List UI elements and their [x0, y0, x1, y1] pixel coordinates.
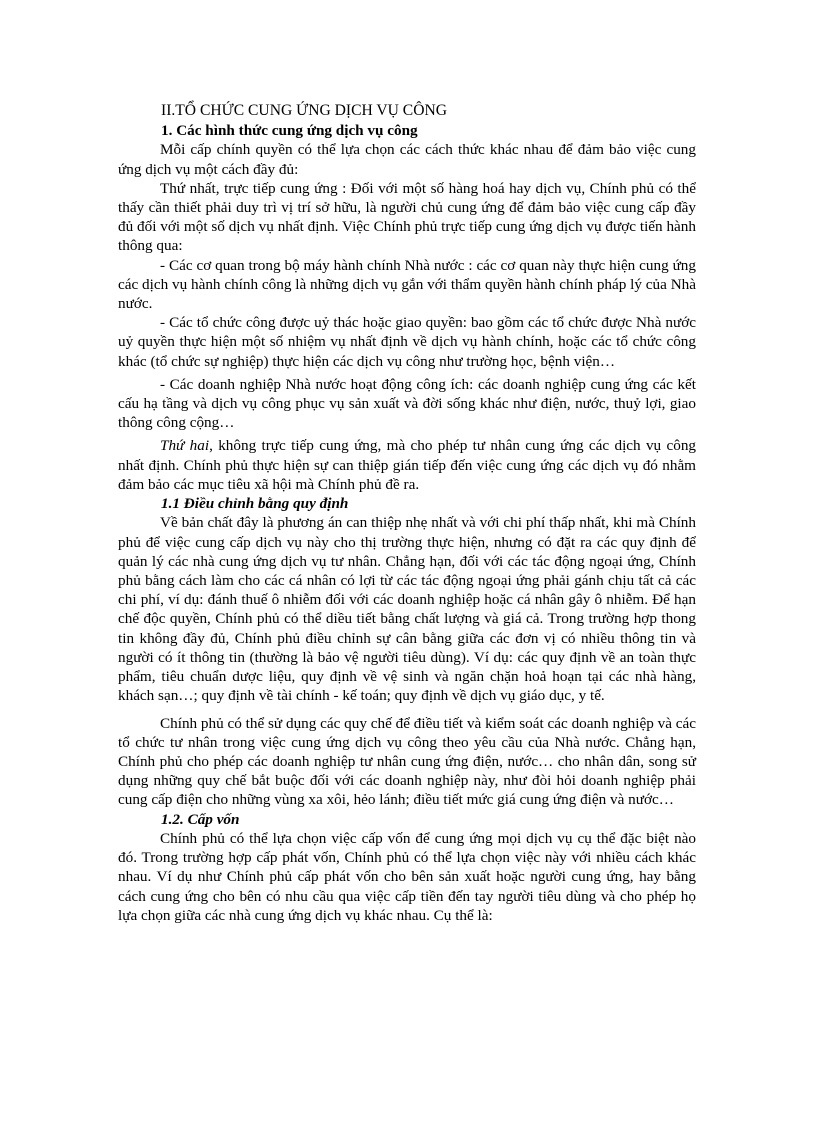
subsection-1-2-title: 1.2. Cấp vốn [161, 810, 240, 828]
intro-paragraph: Mỗi cấp chính quyền có thể lựa chọn các cách thức khác nhau để đảm bảo việc cung ứng dịch vụ một cách đầy đủ: [118, 141, 696, 178]
first-method-paragraph: Thứ nhất, trực tiếp cung ứng : Đối với một số hàng hoá hay dịch vụ, Chính phủ có thể thấy cần thiết phải duy trì vị trí sở hữu, là người chủ cung ứng để đảm bảo việc cung cấp đầy đủ đối với một số dịch vụ nhất định. Việc Chính phủ trực tiếp cung ứng dịch vụ được tiến hành thông qua: [118, 179, 696, 255]
subsection-1-title: 1. Các hình thức cung ứng dịch vụ công [161, 122, 418, 139]
second-method-text: , không trực tiếp cung ứng, mà cho phép tư nhân cung ứng các dịch vụ công nhất định. Chính phủ thực hiện sự can thiệp gián tiếp đến việc cung ứng các dịch vụ đó nhằm đảm bảo các mục tiêu xã hội mà Chính phủ đề ra. [118, 437, 697, 493]
bullet-public-organizations: - Các tổ chức công được uỷ thác hoặc giao quyền: bao gồm các tổ chức được Nhà nước uỷ quyền thực hiện một số nhiệm vụ nhất định về dịch vụ hành chính, hoặc các tổ chức công khác (tổ chức sự nghiệp) thực hiện các dịch vụ công như trường học, bệnh viện… [118, 314, 696, 370]
funding-paragraph: Chính phủ có thể lựa chọn việc cấp vốn để cung ứng mọi dịch vụ cụ thể đặc biệt nào đó. Trong trường hợp cấp phát vốn, Chính phủ có thể lựa chọn việc này với nhiều cách khác nhau. Ví dụ như Chính phủ cấp phát vốn cho bên sản xuất hoặc người cung ứng, hay bằng cách cung ứng cho bên có nhu cầu qua việc cấp tiền đến tay người tiêu dùng và cho phép họ lựa chọn giữa các nhà cung ứng dịch vụ khác nhau. Cụ thể là: [118, 829, 696, 924]
bullet-admin-agencies: - Các cơ quan trong bộ máy hành chính Nhà nước : các cơ quan này thực hiện cung ứng các dịch vụ hành chính công là những dịch vụ gắn với thẩm quyền hành chính pháp lý của Nhà nước. [118, 256, 696, 313]
bullet-state-enterprises: - Các doanh nghiệp Nhà nước hoạt động công ích: các doanh nghiệp cung ứng các kết cấu hạ tầng và dịch vụ công phục vụ sản xuất và đời sống khác như điện, nước, thuỷ lợi, giao thông công cộng… [118, 375, 696, 432]
second-method-lead: Thứ hai [160, 437, 210, 455]
section-title: II.TỔ CHỨC CUNG ỨNG DỊCH VỤ CÔNG [161, 102, 447, 119]
regulation-paragraph-2: Chính phủ có thể sử dụng các quy chế để điều tiết và kiểm soát các doanh nghiệp và các tổ chức tư nhân trong việc cung ứng dịch vụ công theo yêu cầu của Nhà nước. Chẳng hạn, Chính phủ cho phép các doanh nghiệp tư nhân cung ứng điện, nước… cho nhân dân, song sử dụng những quy chế bắt buộc đối với các doanh nghiệp này, như đòi hỏi doanh nghiệp phải cung cấp điện cho những vùng xa xôi, hẻo lánh; điều tiết mức giá cung ứng điện và nước… [118, 714, 696, 809]
subsection-1-1-title: 1.1 Điều chỉnh bằng quy định [161, 495, 349, 513]
regulation-paragraph-1: Về bản chất đây là phương án can thiệp nhẹ nhất và với chi phí thấp nhất, khi mà Chính phủ để việc cung cấp dịch vụ này cho thị trường thực hiện, nhưng có đặt ra các quy định để quản lý các nhà cung ứng dịch vụ tư nhân. Chẳng hạn, đối với các tác động ngoại ứng, Chính phủ bằng cách làm cho các cá nhân có lợi từ các tác động ngoại ứng phải gánh chịu tất cả các chi phí, ví dụ: đánh thuế ô nhiễm đối với các doanh nghiệp hoặc cá nhân gây ô nhiễm. Để hạn chế độc quyền, Chính phủ có thể diều tiết bằng chất lượng và giá cả. Trong trường hợp thong tin không đầy đủ, Chính phủ điều chỉnh sự cân bằng giữa các đơn vị có nhiều thông tin và người có ít thông tin (thường là bảo vệ người tiêu dùng). Ví dụ: các quy định về an toàn thực phẩm, tiêu chuẩn dược liệu, quy định về vệ sinh và ngăn chặn hoả hoạn tại các nhà hàng, khách sạn…; quy định về tài chính - kế toán; quy định về dịch vụ giáo dục, y tế. [118, 514, 696, 705]
document-page [118, 101, 696, 925]
second-method-paragraph [118, 436, 696, 494]
